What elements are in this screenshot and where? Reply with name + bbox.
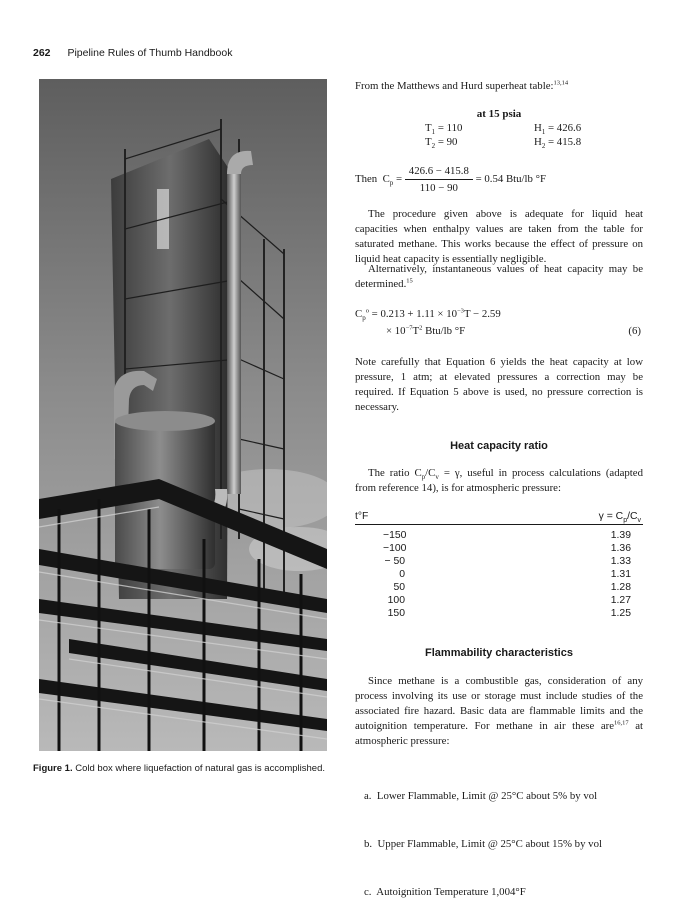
row-gamma: 1.31 [610, 569, 631, 580]
row-temperature: 150 [387, 608, 405, 619]
row-temperature: −100 [383, 543, 407, 554]
gamma-header-text: γ = C [598, 511, 624, 522]
equation-6 [355, 306, 643, 340]
table-row [355, 607, 643, 620]
cp-equation: Then $C_p$ = $\frac{426.6 - 415.8}{110 - 90}$ = 0.54 Btu/lb °F [355, 165, 546, 194]
cold-box-photo [39, 79, 327, 751]
t1-value: = 110 [437, 122, 463, 134]
pressure-label: at 15 psia [476, 108, 522, 120]
eq2-c: Btu/lb °F [422, 325, 466, 337]
h2-value: = 415.8 [548, 136, 582, 148]
row-gamma: 1.33 [610, 556, 631, 567]
paragraph-alternatively [355, 262, 643, 292]
t2-row: $T_2 = 90$ [425, 136, 458, 151]
figure-photo [39, 79, 327, 751]
alternatively-ref: 15 [406, 277, 413, 285]
then-word: Then [355, 172, 378, 185]
heading-heat-capacity-ratio: Heat capacity ratio [450, 440, 548, 452]
fraction-denominator: 110 − 90 [419, 182, 458, 194]
heading-flammability: Flammability characteristics [425, 647, 573, 659]
table-header-row [355, 511, 643, 525]
enthalpy-values [534, 121, 581, 149]
column-header-temperature: t°F [355, 511, 405, 525]
list-item: c. Autoignition Temperature 1,004°F [364, 886, 526, 898]
paragraph-ratio-intro: The ratio $C_p/C_v = \gamma$, useful in process calculations (adapted from reference 14), is for atmospheric pressure: [355, 467, 643, 494]
fraction-numerator: 426.6 − 415.8 [405, 164, 473, 180]
book-title: Pipeline Rules of Thumb Handbook [67, 47, 233, 59]
caption-label: Figure 1. [33, 763, 73, 774]
table-row [355, 581, 643, 594]
equation-number: (6) [628, 325, 641, 337]
paragraph-procedure: The procedure given above is adequate for liquid heat capacities when enthalpy values are taken from the table for saturated methane. This works because the effect of pressure on liquid heat capacity is essentially negligible. [355, 208, 643, 265]
eq1-rest: = 0.213 + 1.11 × 10 [371, 308, 458, 320]
row-temperature: 50 [393, 582, 405, 593]
flammability-list [364, 756, 602, 916]
running-header [33, 47, 232, 59]
paragraph-note: Note carefully that Equation 6 yields the heat capacity at low pressure, 1 atm; at elevated pressures a correction may be required. If Equation 5 above is used, no pressure correction is necessary. [355, 356, 643, 413]
eq1-tail: T − 2.59 [463, 308, 501, 320]
eq2-exp2: 2 [419, 324, 423, 332]
t1-row: $T_1 = 110$ [425, 122, 463, 137]
page-number: 262 [33, 47, 51, 59]
row-gamma: 1.36 [610, 543, 631, 554]
superheat-intro-text: From the Matthews and Hurd superheat table: [355, 80, 554, 92]
heat-ratio-table [355, 511, 643, 620]
column-header-gamma: $\gamma = C_p/C_v$ [405, 511, 643, 525]
row-temperature: 0 [399, 569, 405, 580]
alternatively-text: Alternatively, instantaneous values of heat capacity may be determined. [355, 263, 643, 290]
cp-result: = 0.54 Btu/lb °F [475, 172, 546, 185]
flammability-text-end: at atmospheric pressure: [355, 720, 643, 747]
table-row [355, 594, 643, 607]
h2-row: $H_2 = 415.8$ [534, 136, 582, 151]
superheat-intro-ref: 13,14 [553, 79, 569, 87]
table-row [355, 525, 643, 543]
h1-value: = 426.6 [548, 122, 582, 134]
row-gamma: 1.25 [610, 608, 631, 619]
list-item: b. Upper Flammable, Limit @ 25°C about 15% by vol [364, 838, 602, 850]
table-row [355, 568, 643, 581]
equation-line-1: $C_p^o = 0.213 + 1.11 \times 10^{-3}T - 2.59$ [355, 307, 501, 323]
caption-text: Cold box where liquefaction of natural gas is accomplished. [75, 763, 326, 774]
flammability-ref: 16,17 [614, 719, 629, 727]
figure-caption [33, 762, 329, 775]
table-row [355, 555, 643, 568]
row-gamma: 1.27 [610, 595, 631, 606]
eq2-a: × 10 [386, 325, 406, 337]
t2-value: = 90 [437, 136, 458, 148]
list-item: a. Lower Flammable, Limit @ 25°C about 5% by vol [364, 790, 598, 802]
flammability-text: Since methane is a combustible gas, consideration of any process involving its use or storage must include studies of the associated fire hazard. Basic data are flammable limits and the autoignition temperature. For methane in air these are [355, 675, 643, 732]
row-temperature: −150 [383, 530, 407, 541]
row-gamma: 1.39 [610, 530, 631, 541]
h1-row: $H_1 = 426.6$ [534, 122, 582, 137]
row-gamma: 1.28 [610, 582, 631, 593]
temperature-values [425, 121, 462, 149]
cp-fraction [405, 164, 473, 195]
row-temperature: − 50 [384, 556, 405, 567]
ratio-intro-text: useful in process calculations (adapted from reference 14), is for atmospheric pressure: [355, 467, 643, 494]
eq1-exp: −3 [457, 307, 464, 315]
paragraph-flammability [355, 674, 643, 749]
eq2-b: T [412, 325, 420, 337]
table-row [355, 542, 643, 555]
eq2-exp: −7 [405, 324, 413, 332]
equation-line-2 [355, 323, 643, 340]
row-temperature: 100 [387, 595, 405, 606]
superheat-intro [355, 79, 643, 94]
